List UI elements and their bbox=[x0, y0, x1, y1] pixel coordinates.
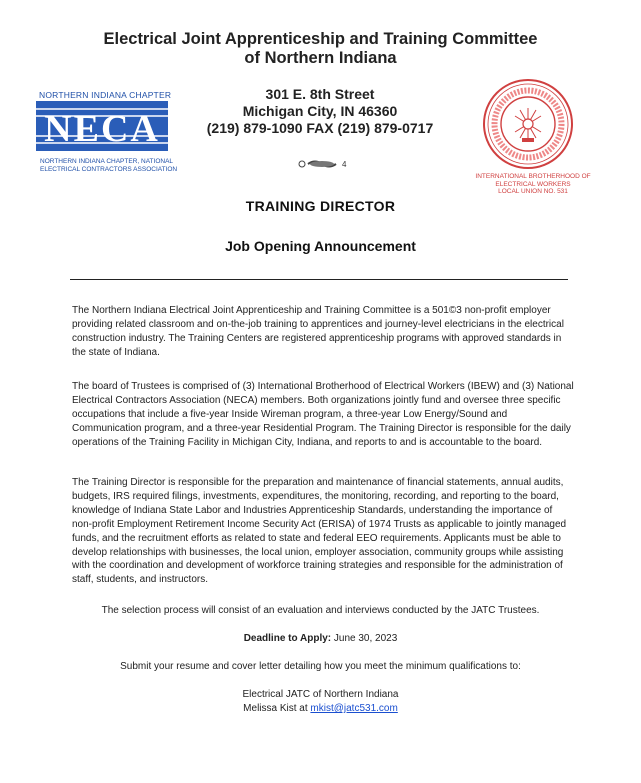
org-title-line2: of Northern Indiana bbox=[244, 49, 397, 67]
ibew-label-line1: INTERNATIONAL BROTHERHOOD OF bbox=[475, 173, 591, 180]
address-street: 301 E. 8th Street bbox=[265, 86, 375, 102]
union-bug-number: 4 bbox=[342, 160, 347, 169]
paragraph-board: The board of Trustees is comprised of (3) International Brotherhood of Electrical Workers (IBEW) and (3) National Electrical Contractors Association (NECA) members. Both organizations jointly fund and oversee three specific occupations that include a five-year Inside Wireman program, a three-year Low Energy/Sound and Communication program, and a three-year Residential Program. The Training Director is responsible for the daily operations of the Training Facility in Michigan City, Indiana, and reports to and is accountable to the board. bbox=[72, 381, 574, 448]
deadline-label: Deadline to Apply: bbox=[243, 633, 332, 644]
union-bug-icon bbox=[298, 158, 348, 170]
org-title bbox=[0, 30, 641, 68]
ibew-label-line3: LOCAL UNION NO. 531 bbox=[498, 188, 568, 195]
paragraph-intro: The Northern Indiana Electrical Joint Apprenticeship and Training Committee is a 501©3 non-profit employer providing related classroom and on-the-job training to apprentices and journey-level electricians in the electrical construction industry. The Training Centers are registered apprenticeship programs with approved standards in the state of Indiana. bbox=[72, 305, 564, 358]
page-title: TRAINING DIRECTOR bbox=[245, 198, 396, 214]
neca-subtitle bbox=[40, 158, 177, 174]
deadline-value: June 30, 2023 bbox=[331, 633, 398, 644]
contact-org: Electrical JATC of Northern Indiana bbox=[242, 689, 399, 700]
page-subtitle: Job Opening Announcement bbox=[225, 238, 416, 254]
paragraph-responsibilities: The Training Director is responsible for the preparation and maintenance of financial statements, annual audits, budgets, IRS required filings, investments, expenditures, the monitoring, recording, and reporting to the board, knowledge of Indiana State Labor and Industries Apprenticeship Standards, understanding the importance of non-profit Employment Retirement Income Security Act (ERISA) of 1974 Trusts as applicable to jointly managed funds, and the recruitment efforts as related to state and federal EEO requirements. Applicants must be able to develop relationships with businesses, the local union, employer association, community groups while assisting with the coordination and development of workforce training strategies and responsible for the administration of staff, students, and instructors. bbox=[72, 477, 567, 586]
divider bbox=[70, 279, 568, 280]
contact-email-link[interactable]: mkist@jatc531.com bbox=[310, 703, 398, 714]
neca-subtitle-line2: ELECTRICAL CONTRACTORS ASSOCIATION bbox=[40, 166, 178, 173]
ibew-seal-icon bbox=[482, 78, 574, 170]
neca-logo bbox=[36, 101, 168, 151]
ibew-label-line2: ELECTRICAL WORKERS bbox=[495, 180, 571, 188]
address-city: Michigan City, IN 46360 bbox=[242, 103, 398, 119]
contact-line bbox=[60, 702, 581, 716]
org-title-line1: Electrical Joint Apprenticeship and Training Committee bbox=[103, 30, 538, 48]
ibew-label bbox=[468, 173, 598, 196]
submit-instructions: Submit your resume and cover letter detailing how you meet the minimum qualifications to: bbox=[120, 661, 521, 672]
contact-name: Melissa Kist at bbox=[243, 703, 311, 714]
neca-chapter-label: NORTHERN INDIANA CHAPTER bbox=[39, 90, 172, 100]
neca-logo-text: NECA bbox=[44, 108, 160, 150]
deadline bbox=[60, 632, 581, 646]
contact-block bbox=[60, 688, 581, 716]
neca-subtitle-line1: NORTHERN INDIANA CHAPTER, NATIONAL bbox=[40, 158, 174, 165]
address-block bbox=[190, 86, 450, 137]
selection-process: The selection process will consist of an evaluation and interviews conducted by the JATC Trustees. bbox=[101, 605, 540, 616]
address-phone-fax: (219) 879-1090 FAX (219) 879-0717 bbox=[206, 120, 434, 136]
